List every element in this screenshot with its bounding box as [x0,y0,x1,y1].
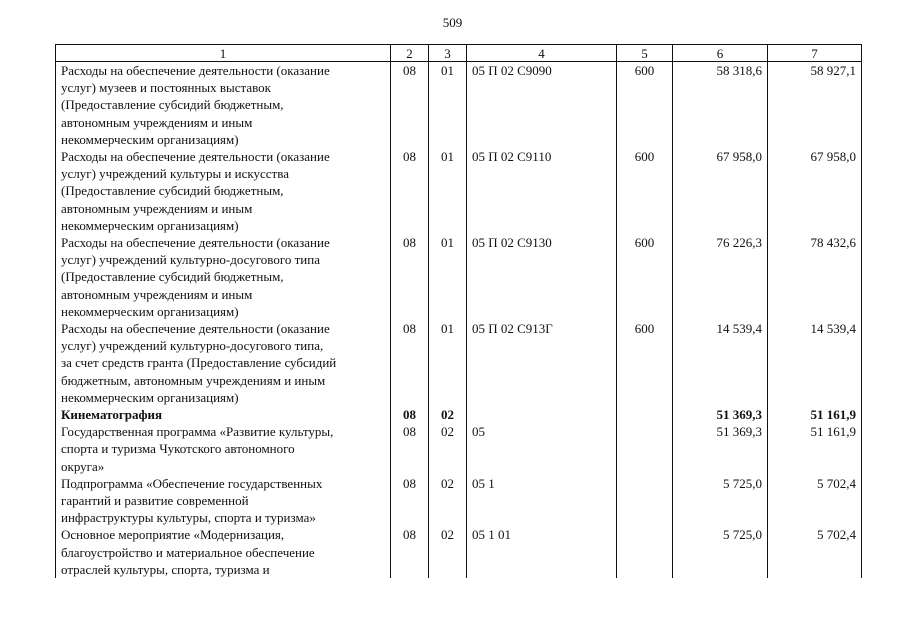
column-header: 1 [56,45,391,62]
description-line: Государственная программа «Развитие культуры, [61,424,334,440]
target-article-code: 05 П 02 С9090 [467,62,617,149]
section-code: 08 [391,475,429,527]
description-line: Расходы на обеспечение деятельности (оказание [61,63,330,78]
description-line: некоммерческим организациям) [61,303,239,319]
subsection-code: 02 [429,526,467,578]
column-header: 4 [467,45,617,62]
column-header: 7 [768,45,862,62]
description-line: (Предоставление субсидий бюджетным, [61,269,284,285]
table-row [56,148,862,234]
target-article-code: 05 [467,423,617,475]
expense-type-code [617,423,673,475]
section-code: 08 [391,234,429,320]
table-row [56,406,862,423]
target-article-code: 05 П 02 С9130 [467,234,617,320]
amount-year-2: 51 161,9 [768,423,862,475]
table-row [56,62,862,149]
amount-year-2: 5 702,4 [768,526,862,578]
table-row [56,234,862,320]
description-line: некоммерческим организациям) [61,389,239,405]
description-line: услуг) музеев и постоянных выставок [61,80,271,96]
expense-type-code: 600 [617,148,673,234]
amount-year-2: 78 432,6 [768,234,862,320]
amount-year-1: 51 369,3 [673,406,768,423]
column-header: 5 [617,45,673,62]
description-line: Подпрограмма «Обеспечение государственных [61,475,323,491]
row-description [56,148,391,234]
description-line: автономным учреждениям и иным [61,200,253,216]
description-line: гарантий и развитие современной [61,493,249,509]
section-code: 08 [391,148,429,234]
table-row [56,423,862,475]
subsection-code: 01 [429,148,467,234]
row-description [56,62,391,149]
description-line: (Предоставление субсидий бюджетным, [61,183,284,199]
amount-year-2: 51 161,9 [768,406,862,423]
amount-year-2: 14 539,4 [768,320,862,406]
row-description [56,423,391,475]
subsection-code: 02 [429,423,467,475]
amount-year-2: 58 927,1 [768,62,862,149]
description-line: отраслей культуры, спорта, туризма и [61,561,270,577]
description-line: за счет средств гранта (Предоставление субсидий [61,355,337,371]
section-code: 08 [391,526,429,578]
row-description [56,406,391,423]
target-article-code: 05 1 [467,475,617,527]
table-row [56,320,862,406]
amount-year-1: 5 725,0 [673,475,768,527]
expense-type-code: 600 [617,320,673,406]
target-article-code [467,406,617,423]
description-line: бюджетным, автономным учреждениям и иным [61,372,326,388]
row-description [56,475,391,527]
page-number: 509 [442,15,463,30]
section-code: 08 [391,423,429,475]
section-code: 08 [391,62,429,149]
description-line: Расходы на обеспечение деятельности (оказание [61,235,330,251]
description-line: Основное мероприятие «Модернизация, [61,527,285,543]
description-line: некоммерческим организациям) [61,131,239,147]
subsection-code: 02 [429,406,467,423]
row-description [56,526,391,578]
target-article-code: 05 П 02 С9110 [467,148,617,234]
description-line: округа» [61,458,105,474]
expense-type-code [617,475,673,527]
description-line: автономным учреждениям и иным [61,114,253,130]
amount-year-1: 14 539,4 [673,320,768,406]
description-line: некоммерческим организациям) [61,217,239,233]
description-line: Расходы на обеспечение деятельности (оказание [61,321,330,337]
subsection-code: 01 [429,62,467,149]
description-line: Расходы на обеспечение деятельности (оказание [61,149,330,165]
amount-year-1: 58 318,6 [673,62,768,149]
table-row [56,475,862,527]
budget-table [55,44,862,578]
target-article-code: 05 П 02 С913Г [467,320,617,406]
description-line: благоустройство и материальное обеспечение [61,544,315,560]
amount-year-2: 67 958,0 [768,148,862,234]
subsection-code: 01 [429,320,467,406]
description-line: услуг) учреждений культурно-досугового типа [61,252,320,268]
expense-type-code [617,526,673,578]
amount-year-1: 76 226,3 [673,234,768,320]
subsection-code: 02 [429,475,467,527]
description-line: спорта и туризма Чукотского автономного [61,441,295,457]
amount-year-2: 5 702,4 [768,475,862,527]
description-line: инфраструктуры культуры, спорта и туризма» [61,510,316,526]
description-line: (Предоставление субсидий бюджетным, [61,97,284,113]
description-line: Кинематография [61,407,162,423]
expense-type-code: 600 [617,62,673,149]
table-row [56,526,862,578]
target-article-code: 05 1 01 [467,526,617,578]
description-line: услуг) учреждений культурно-досугового типа, [61,338,324,354]
table-body [56,62,862,579]
amount-year-1: 51 369,3 [673,423,768,475]
section-code: 08 [391,406,429,423]
description-line: услуг) учреждений культуры и искусства [61,166,289,182]
section-code: 08 [391,320,429,406]
column-header: 6 [673,45,768,62]
column-header: 3 [429,45,467,62]
expense-type-code [617,406,673,423]
column-number-header [56,45,862,62]
expense-type-code: 600 [617,234,673,320]
row-description [56,234,391,320]
subsection-code: 01 [429,234,467,320]
column-header: 2 [391,45,429,62]
amount-year-1: 67 958,0 [673,148,768,234]
description-line: автономным учреждениям и иным [61,286,253,302]
amount-year-1: 5 725,0 [673,526,768,578]
row-description [56,320,391,406]
